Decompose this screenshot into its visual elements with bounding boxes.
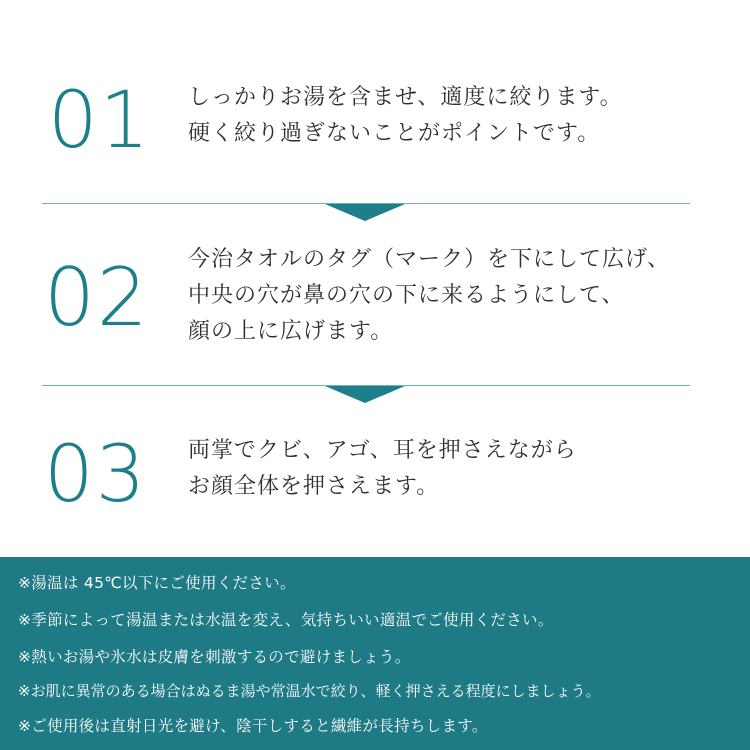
note-2: ※季節によって湯温または水温を変え、気持ちいい適温でご使用ください。 (18, 611, 554, 629)
note-3: ※熱いお湯や氷水は皮膚を刺激するので避けましょう。 (18, 648, 411, 666)
step-3-number: 03 (44, 430, 148, 520)
note-1: ※湯温は 45℃以下にご使用ください。 (18, 574, 296, 592)
step-1-line-1: しっかりお湯を含ませ、適度に絞ります。 (188, 85, 623, 110)
usage-notes-panel (0, 557, 750, 750)
step-1-instructions (188, 80, 623, 152)
step-2-line-3: 顔の上に広げます。 (188, 319, 394, 344)
step-2-instructions (188, 242, 670, 350)
step-2-line-1: 今治タオルのタグ（マーク）を下にして広げ、 (188, 247, 671, 272)
step-1-line-2: 硬く絞り過ぎないことがポイントです。 (188, 121, 601, 146)
note-4: ※お肌に異常のある場合はぬるま湯や常温水で絞り、軽く押さえる程度にしましょう。 (18, 682, 601, 700)
step-3-line-1: 両掌でクビ、アゴ、耳を押さえながら (188, 438, 577, 463)
down-arrow-icon (325, 386, 405, 403)
step-2-line-2: 中央の穴が鼻の穴の下に来るようにして、 (188, 283, 625, 308)
step-2-number: 02 (44, 251, 150, 344)
note-5: ※ご使用後は直射日光を避け、陰干しすると繊維が長持ちします。 (18, 717, 488, 735)
down-arrow-icon (325, 204, 405, 221)
step-3-instructions (188, 433, 577, 505)
step-3-line-2: お顔全体を押さえます。 (188, 474, 440, 499)
step-1-number: 01 (48, 76, 152, 166)
